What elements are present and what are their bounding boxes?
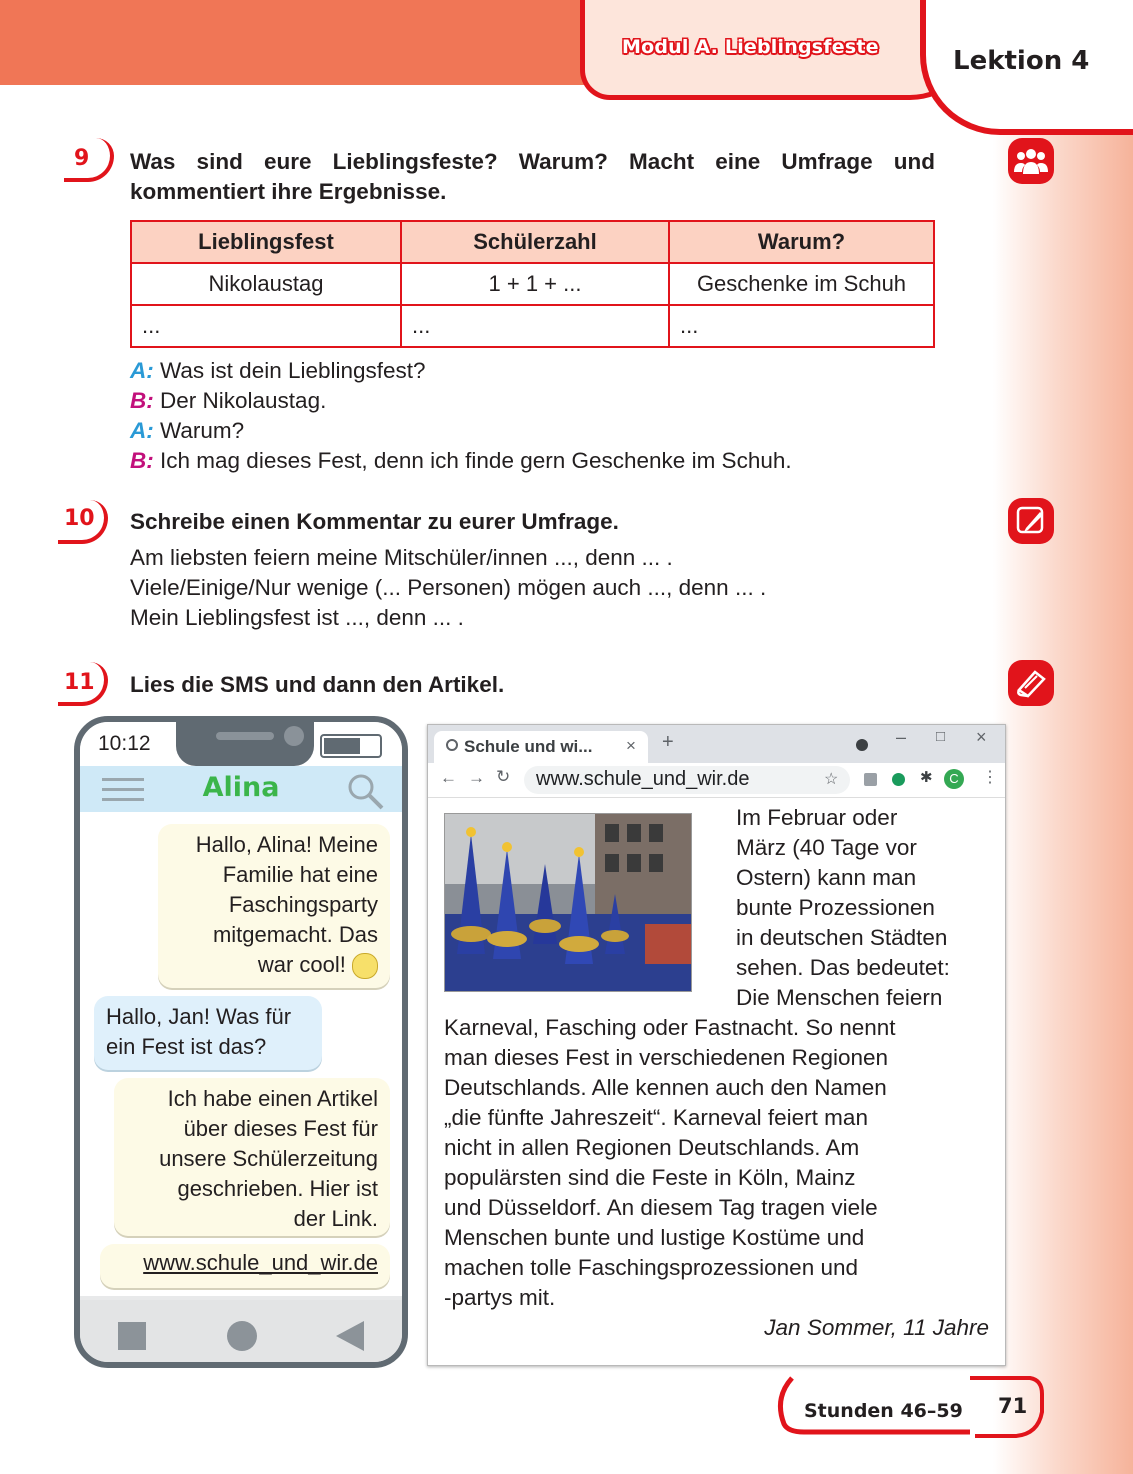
message-line: war cool! bbox=[170, 950, 378, 980]
search-icon[interactable] bbox=[346, 772, 386, 816]
message-bubble-link bbox=[100, 1244, 390, 1288]
phrase-line: Viele/Einige/Nur wenige (... Personen) mögen auch ..., denn ... . bbox=[130, 575, 767, 600]
survey-table bbox=[130, 220, 935, 348]
table-cell: 1 + 1 + ... bbox=[401, 263, 669, 305]
speaker-grill-icon bbox=[216, 732, 274, 740]
table-cell: ... bbox=[401, 305, 669, 347]
article-line: Deutschlands. Alle kennen auch den Namen bbox=[444, 1075, 887, 1100]
article-line: sehen. Das bedeutet: bbox=[736, 955, 950, 980]
message-bubble-outgoing bbox=[114, 1078, 390, 1236]
browser-toolbar bbox=[428, 763, 1005, 798]
table-header: Schülerzahl bbox=[401, 221, 669, 263]
speaker-label: A: bbox=[130, 358, 154, 383]
exercise-number: 10 bbox=[64, 506, 95, 531]
message-line: ein Fest ist das? bbox=[106, 1034, 267, 1059]
contact-bar bbox=[80, 766, 402, 812]
article-line: Im Februar oder bbox=[736, 805, 898, 830]
pencil-icon bbox=[1008, 498, 1054, 544]
modul-title: Modul A. Lieblingsfeste bbox=[622, 36, 879, 58]
table-header: Warum? bbox=[669, 221, 934, 263]
back-arrow-icon[interactable]: ← bbox=[440, 768, 457, 787]
book-icon bbox=[1008, 660, 1054, 706]
article-line: „die fünfte Jahreszeit“. Karneval feiert man bbox=[444, 1105, 868, 1130]
message-line: Ich habe einen Artikel bbox=[167, 1086, 378, 1111]
minimize-button[interactable]: – bbox=[896, 727, 907, 747]
puzzle-icon[interactable]: ✱ bbox=[920, 769, 933, 786]
browser-tab-bar bbox=[428, 725, 1005, 763]
article-line: März (40 Tage vor bbox=[736, 835, 917, 860]
message-bubble-outgoing bbox=[158, 824, 390, 988]
article-line: Menschen bunte und lustige Kostüme und bbox=[444, 1225, 865, 1250]
smiley-icon bbox=[352, 953, 378, 979]
phone-screen bbox=[80, 722, 402, 1296]
exercise-number: 9 bbox=[74, 146, 90, 171]
phone-mockup bbox=[74, 716, 408, 1368]
browser-tab[interactable] bbox=[434, 731, 648, 763]
phone-nav-bar bbox=[80, 1300, 402, 1368]
message-line: der Link. bbox=[293, 1206, 378, 1231]
maximize-button[interactable]: □ bbox=[936, 728, 946, 745]
globe-icon bbox=[446, 739, 458, 751]
footer bbox=[770, 1372, 1060, 1442]
article-line: Ostern) kann man bbox=[736, 865, 917, 890]
article-line: Karneval, Fasching oder Fastnacht. So nennt bbox=[444, 1015, 896, 1040]
tab-close-icon[interactable]: × bbox=[626, 736, 636, 755]
speaker-label: B: bbox=[130, 388, 154, 413]
table-header-row bbox=[131, 221, 934, 263]
profile-dot-icon[interactable] bbox=[856, 739, 868, 751]
message-line: über dieses Fest für bbox=[183, 1116, 378, 1141]
table-cell: ... bbox=[669, 305, 934, 347]
article-line: in deutschen Städten bbox=[736, 925, 948, 950]
article-author: Jan Sommer, 11 Jahre bbox=[764, 1315, 989, 1340]
new-tab-button[interactable]: + bbox=[662, 731, 674, 753]
message-bubble-incoming bbox=[94, 996, 322, 1070]
article-line: -partys mit. bbox=[444, 1285, 556, 1310]
phone-notch bbox=[176, 716, 314, 766]
dialog-line bbox=[130, 358, 426, 384]
message-line: Hallo, Alina! Meine bbox=[195, 832, 378, 857]
exercise-number: 11 bbox=[64, 670, 95, 695]
header-band bbox=[0, 0, 585, 85]
browser-window bbox=[427, 724, 1006, 1366]
address-bar[interactable] bbox=[524, 766, 850, 794]
url-text: www.schule_und_wir.de bbox=[536, 768, 750, 790]
back-button[interactable] bbox=[336, 1321, 364, 1351]
recent-apps-button[interactable] bbox=[118, 1322, 146, 1350]
article-line: und Düsseldorf. An diesem Tag tragen viele bbox=[444, 1195, 878, 1220]
table-cell: ... bbox=[131, 305, 401, 347]
phone-time: 10:12 bbox=[98, 732, 151, 755]
dialog-line bbox=[130, 418, 244, 444]
exercise-10-title: Schreibe einen Kommentar zu eurer Umfrage. bbox=[130, 509, 619, 534]
table-cell: Nikolaustag bbox=[131, 263, 401, 305]
group-work-icon bbox=[1008, 138, 1054, 184]
article-line: Die Menschen feiern bbox=[736, 985, 943, 1010]
forward-arrow-icon[interactable]: → bbox=[468, 768, 485, 787]
battery-icon bbox=[320, 734, 382, 758]
speaker-label: B: bbox=[130, 448, 154, 473]
account-avatar[interactable]: C bbox=[944, 769, 964, 789]
more-menu-icon[interactable]: ⋮ bbox=[982, 769, 998, 786]
tab-title: Schule und wi... bbox=[464, 737, 593, 756]
article-line: populärsten sind die Feste in Köln, Mainz bbox=[444, 1165, 856, 1190]
dialog-text: Der Nikolaustag. bbox=[160, 388, 327, 413]
table-header: Lieblingsfest bbox=[131, 221, 401, 263]
table-row bbox=[131, 305, 934, 347]
message-line: mitgemacht. Das bbox=[212, 922, 378, 947]
message-link[interactable]: www.schule_und_wir.de bbox=[143, 1250, 378, 1275]
phrase-line: Am liebsten feiern meine Mitschüler/innen ..., denn ... . bbox=[130, 545, 673, 570]
exercise-9-title-line1: Was sind eure Lieblingsfeste? Warum? Macht eine Umfrage und bbox=[130, 149, 935, 174]
message-line: Familie hat eine bbox=[222, 862, 378, 887]
message-line: Hallo, Jan! Was für bbox=[106, 1004, 292, 1029]
page-number: 71 bbox=[998, 1394, 1028, 1418]
dialog-line bbox=[130, 448, 792, 474]
exercise-11-title: Lies die SMS und dann den Artikel. bbox=[130, 672, 505, 697]
lesson-range: Stunden 46–59 bbox=[804, 1400, 963, 1422]
dialog-text: Was ist dein Lieblingsfest? bbox=[160, 358, 426, 383]
dialog-text: Ich mag dieses Fest, denn ich finde gern Geschenke im Schuh. bbox=[160, 448, 792, 473]
shield-extension-icon[interactable] bbox=[892, 773, 905, 786]
exercise-9-title-line2: kommentiert ihre Ergebnisse. bbox=[130, 179, 447, 204]
speaker-label: A: bbox=[130, 418, 154, 443]
extension-icon[interactable] bbox=[864, 773, 877, 786]
reload-icon[interactable]: ↻ bbox=[496, 767, 511, 786]
message-line: geschrieben. Hier ist bbox=[177, 1176, 378, 1201]
home-button[interactable] bbox=[227, 1321, 257, 1351]
dialog-line bbox=[130, 388, 326, 414]
article-line: man dieses Fest in verschiedenen Regionen bbox=[444, 1045, 889, 1070]
table-row bbox=[131, 263, 934, 305]
phrase-line: Mein Lieblingsfest ist ..., denn ... . bbox=[130, 605, 464, 630]
carnival-photo bbox=[444, 813, 692, 992]
close-window-button[interactable]: × bbox=[976, 727, 987, 747]
article-line: nicht in allen Regionen Deutschlands. Am bbox=[444, 1135, 860, 1160]
bookmark-star-icon[interactable]: ☆ bbox=[824, 771, 839, 788]
contact-name: Alina bbox=[202, 772, 280, 803]
message-line: unsere Schülerzeitung bbox=[159, 1146, 378, 1171]
article-line: bunte Prozessionen bbox=[736, 895, 935, 920]
article-line: machen tolle Faschingsprozessionen und bbox=[444, 1255, 858, 1280]
right-margin-band bbox=[993, 100, 1133, 1474]
dialog-text: Warum? bbox=[160, 418, 245, 443]
table-cell: Geschenke im Schuh bbox=[669, 263, 934, 305]
camera-icon bbox=[284, 726, 304, 746]
lektion-title: Lektion 4 bbox=[953, 46, 1090, 76]
message-line: Faschingsparty bbox=[228, 892, 378, 917]
